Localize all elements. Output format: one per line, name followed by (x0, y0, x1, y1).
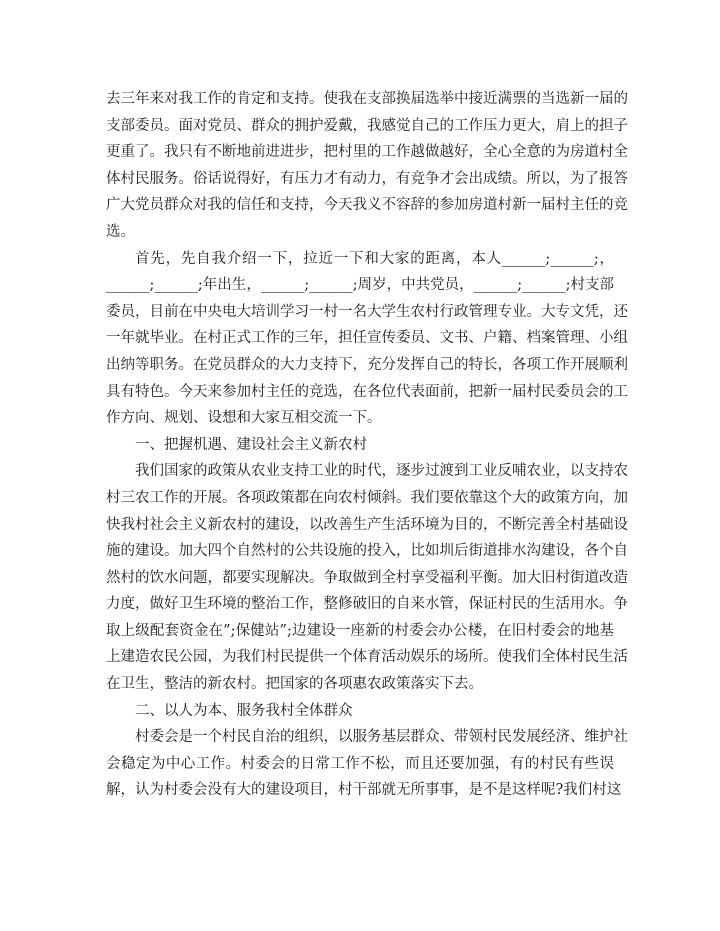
text-line: 广大党员群众对我的信任和支持，今天我义不容辞的参加房道村新一届村主任的竞 (106, 197, 628, 214)
text-line: 选。 (106, 223, 135, 240)
text-line: 去三年来对我工作的肯定和支持。使我在支部换届选举中接近满票的当选新一届的 (106, 91, 628, 107)
document-body (106, 86, 628, 804)
text-line: 二、以人为本、服务我村全体群众 (135, 702, 353, 719)
text-line: 一年就毕业。在村正式工作的三年，担任宣传委员、文书、户籍、档案管理、小组 (106, 330, 628, 347)
text-line: 在卫生，整洁的新农村。把国家的各项惠农政策落实下去。 (106, 676, 483, 693)
text-line: 村委会是一个村民自治的组织，以服务基层群众、带领村民发展经济、维护社 (135, 729, 628, 746)
text-line: 解，认为村委会没有大的建设项目，村干部就无所事事，是不是这样呢?我们村这 (106, 782, 622, 799)
text-line: 支部委员。面对党员、群众的拥护爱戴，我感觉自己的工作压力更大，肩上的担子 (106, 117, 628, 134)
text-line: 会稳定为中心工作。村委会的日常工作不松，而且还要加强，有的村民有些误 (106, 755, 614, 772)
text-line: 我们国家的政策从农业支持工业的时代，逐步过渡到工业反哺农业，以支持农 (135, 463, 628, 480)
text-line: 委员，目前在中央电大培训学习一村一名大学生农村行政管理专业。大专文凭，还 (106, 303, 628, 320)
text-line: 力度，做好卫生环境的整治工作，整修破旧的自来水管，保证村民的生活用水。争 (106, 596, 628, 613)
text-line: ______;______;年出生，______;______;周岁，中共党员，______;______;村支部 (106, 277, 614, 294)
text-line: 村三农工作的开展。各项政策都在向农村倾斜。我们要依靠这个大的政策方向，加 (106, 489, 628, 506)
text-line: 取上级配套资金在”;保健站”;边建设一座新的村委会办公楼，在旧村委会的地基 (106, 622, 614, 639)
text-line: 作方向、规划、设想和大家互相交流一下。 (106, 410, 382, 427)
text-line: 施的建设。加大四个自然村的公共设施的投入，比如圳后街道排水沟建设，各个自 (106, 543, 628, 560)
text-line: 一、把握机遇、建设社会主义新农村 (135, 436, 367, 453)
text-line: 上建造农民公园，为我们村民提供一个体育活动娱乐的场所。使我们全体村民生活 (106, 649, 628, 666)
text-line: 快我村社会主义新农村的建设，以改善生产生活环境为目的，不断完善全村基础设 (106, 516, 628, 533)
text-line: 体村民服务。俗话说得好，有压力才有动力，有竞争才会出成绩。所以，为了报答 (106, 170, 628, 187)
text-line: 首先，先自我介绍一下，拉近一下和大家的距离，本人______;______;， (135, 250, 614, 267)
text-line: 具有特色。今天来参加村主任的竞选，在各位代表面前，把新一届村民委员会的工 (106, 383, 628, 400)
text-line: 出纳等职务。在党员群众的大力支持下，充分发挥自己的特长，各项工作开展顺利 (106, 356, 628, 373)
text-line: 更重了。我只有不断地前进进步，把村里的工作越做越好，全心全意的为房道村全 (106, 144, 628, 161)
text-line: 然村的饮水问题，都要实现解决。争取做到全村享受福利平衡。加大旧村街道改造 (106, 569, 628, 586)
